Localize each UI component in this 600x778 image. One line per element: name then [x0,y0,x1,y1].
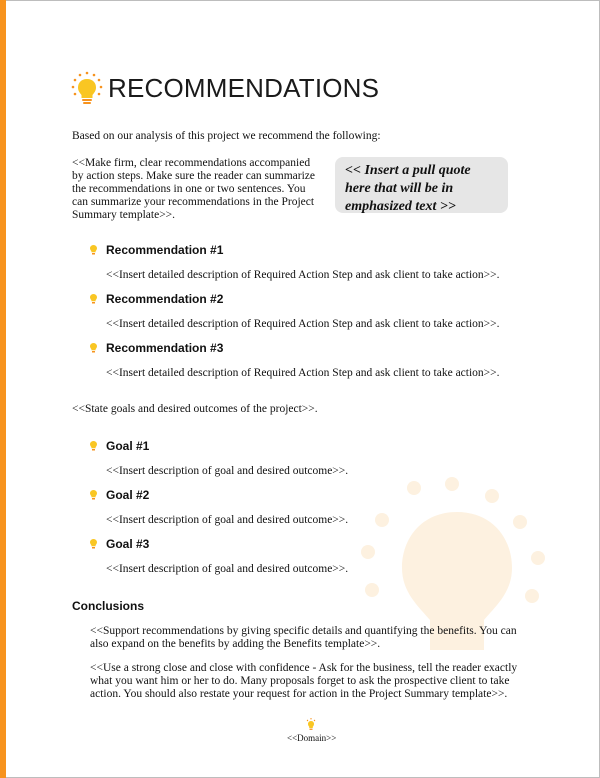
recommendation-label: Recommendation #3 [106,341,224,355]
lightbulb-bullet-icon [90,343,97,353]
goal-heading [90,488,149,502]
lightbulb-bullet-icon [90,245,97,255]
recommendation-label: Recommendation #1 [106,243,224,257]
recommendation-heading [90,341,223,355]
pull-quote: << Insert a pull quote here that will be in emphasized text >> [335,157,508,213]
lightbulb-bullet-icon [90,294,97,304]
conclusions-paragraph: <<Use a strong close and close with confidence - Ask for the business, tell the reader exactly what you want him or her to do. Many proposals forget to ask the prospective client to take action. You should also restate your request for action in the Project Summary template>>. [90,662,518,700]
recommendation-description: <<Insert detailed description of Required Action Step and ask client to take action>>. [106,269,500,281]
lightbulb-bullet-icon [90,441,97,451]
goal-description: <<Insert description of goal and desired outcome>>. [106,514,349,526]
recommendations-summary-text: <<Make firm, clear recommendations accompanied by action steps. Make sure the reader can summarize the recommendations in one or two sentences. You can summarize your recommendations in the Project Summary template>>. [72,157,315,221]
goals-intro-text: <<State goals and desired outcomes of the project>>. [72,403,318,415]
goal-label: Goal #2 [106,488,150,502]
page-header [70,70,379,106]
lightbulb-icon [306,718,316,732]
goal-description: <<Insert description of goal and desired outcome>>. [106,563,349,575]
recommendation-description: <<Insert detailed description of Required Action Step and ask client to take action>>. [106,367,500,379]
conclusions-heading: Conclusions [72,599,145,613]
recommendation-heading [90,292,223,306]
lightbulb-watermark-icon [352,470,562,650]
lightbulb-icon [70,70,104,106]
goal-heading [90,537,149,551]
intro-text: Based on our analysis of this project we recommend the following: [72,130,381,142]
goal-description: <<Insert description of goal and desired outcome>>. [106,465,349,477]
goal-label: Goal #3 [106,537,150,551]
lightbulb-bullet-icon [90,490,97,500]
page-title: RECOMMENDATIONS [108,72,380,103]
recommendation-description: <<Insert detailed description of Required Action Step and ask client to take action>>. [106,318,500,330]
footer-domain: <<Domain>> [287,733,337,743]
goal-label: Goal #1 [106,439,150,453]
conclusions-paragraph: <<Support recommendations by giving specific details and quantifying the benefits. You can also expand on the benefits by adding the Benefits template>>. [90,625,517,650]
goal-heading [90,439,149,453]
recommendation-heading [90,243,223,257]
lightbulb-bullet-icon [90,539,97,549]
recommendation-label: Recommendation #2 [106,292,224,306]
